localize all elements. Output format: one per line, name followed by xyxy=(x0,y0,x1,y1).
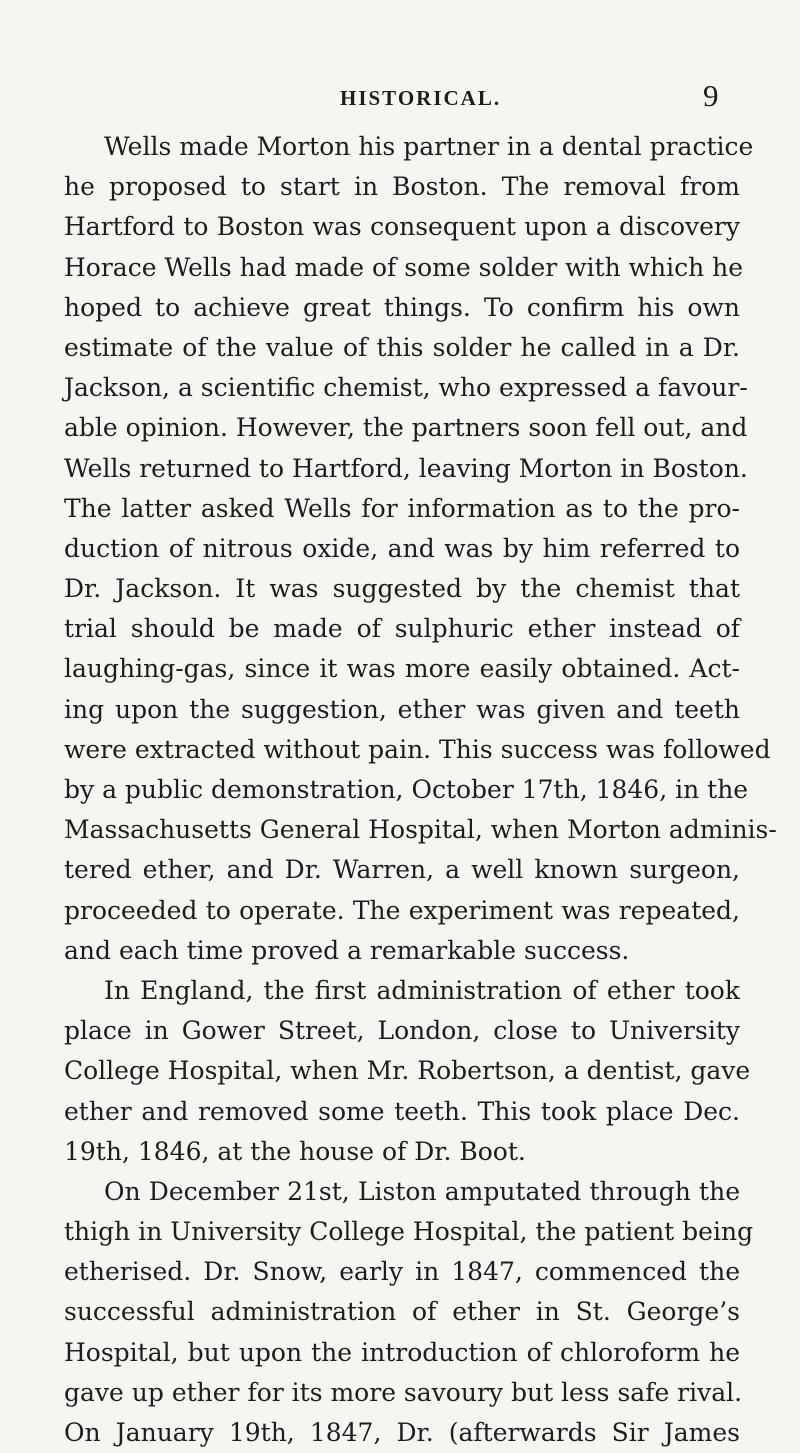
text-line: gave up ether for its more savoury but less safe rival. xyxy=(64,1377,743,1407)
text-line: place in Gower Street, London, close to University xyxy=(64,1016,740,1046)
text-line: proceeded to operate. The experiment was repeated, xyxy=(64,895,740,925)
text-line: ing upon the suggestion, ether was given and teeth xyxy=(64,694,740,724)
text-line: estimate of the value of this solder he called in a Dr. xyxy=(64,332,740,362)
text-line: Dr. Jackson. It was suggested by the chemist that xyxy=(64,574,740,604)
text-line: Wells made Morton his partner in a dental practice xyxy=(104,132,754,161)
text-line: successful administration of ether in St. George’s xyxy=(64,1297,740,1327)
text-line: thigh in University College Hospital, the patient being xyxy=(64,1217,754,1247)
text-line: he proposed to start in Boston. The removal from xyxy=(64,172,740,202)
body-text xyxy=(64,127,777,1453)
text-line: were extracted without pain. This success was followed xyxy=(64,734,771,764)
text-line: tered ether, and Dr. Warren, a well known surgeon, xyxy=(64,855,740,885)
running-head xyxy=(0,78,800,118)
text-line: The latter asked Wells for information as to the pro- xyxy=(64,493,740,523)
text-line: College Hospital, when Mr. Robertson, a dentist, gave xyxy=(64,1056,751,1086)
running-title: HISTORICAL. xyxy=(340,86,502,110)
text-line: able opinion. However, the partners soon fell out, and xyxy=(64,413,748,443)
text-line: 19th, 1846, at the house of Dr. Boot. xyxy=(64,1136,526,1166)
page-number: 9 xyxy=(703,78,719,113)
text-line: trial should be made of sulphuric ether instead of xyxy=(64,614,740,644)
text-line: hoped to achieve great things. To confirm his own xyxy=(64,292,740,322)
text-line: Hospital, but upon the introduction of chloroform he xyxy=(64,1337,740,1367)
text-line: and each time proved a remarkable success. xyxy=(64,935,630,965)
text-line: duction of nitrous oxide, and was by him referred to xyxy=(64,533,740,563)
text-line: etherised. Dr. Snow, early in 1847, commenced the xyxy=(64,1257,740,1287)
text-line: On December 21st, Liston amputated through the xyxy=(104,1176,740,1206)
text-line: On January 19th, 1847, Dr. (afterwards Sir James xyxy=(64,1418,740,1447)
text-line: ether and removed some teeth. This took place Dec. xyxy=(64,1096,740,1126)
text-line: In England, the first administration of ether took xyxy=(104,975,740,1005)
text-line: laughing-gas, since it was more easily obtained. Act- xyxy=(64,654,740,684)
text-line: Hartford to Boston was consequent upon a discovery xyxy=(64,212,740,242)
text-line: by a public demonstration, October 17th, 1846, in the xyxy=(64,775,749,804)
text-line: Jackson, a scientific chemist, who expressed a favour- xyxy=(64,373,748,403)
text-line: Massachusetts General Hospital, when Morton adminis- xyxy=(64,815,777,845)
text-line: Wells returned to Hartford, leaving Morton in Boston. xyxy=(64,453,748,483)
text-line: Horace Wells had made of some solder with which he xyxy=(64,252,744,282)
